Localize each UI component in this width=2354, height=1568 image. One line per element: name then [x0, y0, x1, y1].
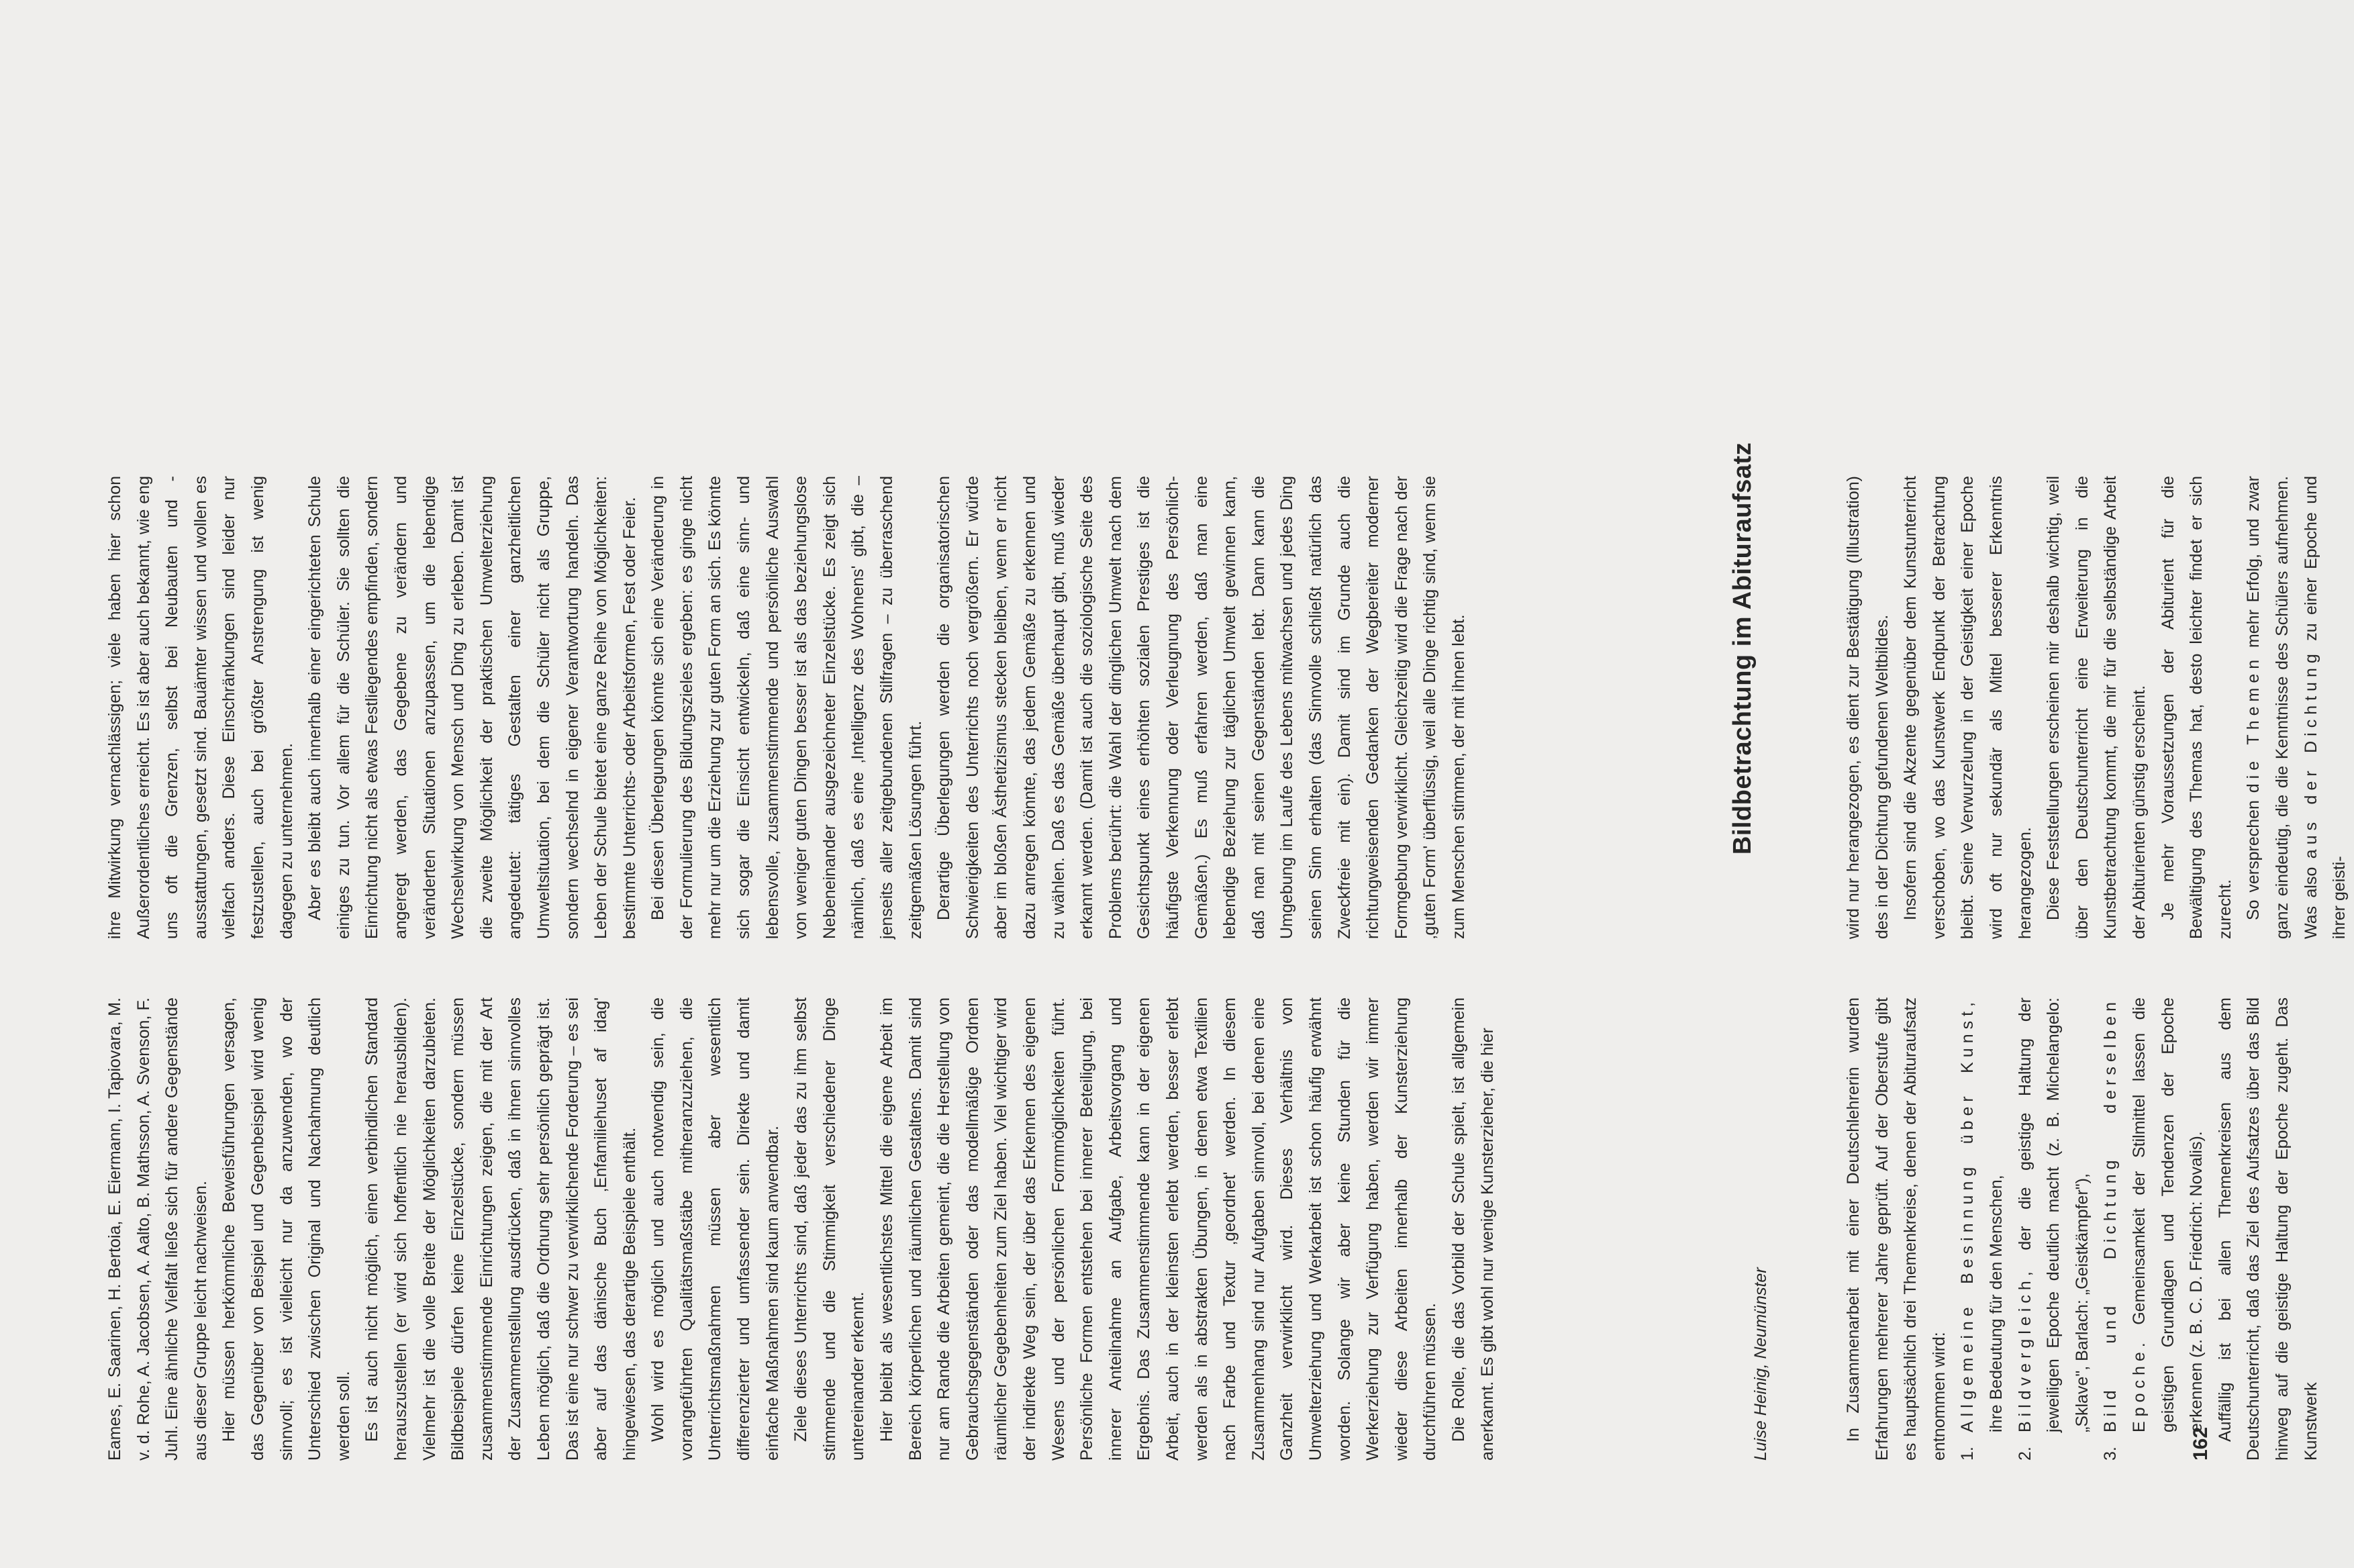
text-run-spaced: aus der Dichtung	[2301, 649, 2320, 859]
paragraph: Die Rolle, die das Vorbild der Schule spielt, ist allgemein anerkannt. Es gibt wohl nur wenige Kunsterzieher, die hier	[1449, 997, 1497, 1461]
paragraph: Wohl wird es möglich und auch notwendig sein, die vorangeführten Qualitätsmaßstäbe mitheranzuziehen, die Unterrichtsmaßnahmen müssen aber wesentlich differenzierter und umfassender sein. Direkte und damit einfache Maßnahmen sind kaum anwendbar.	[648, 997, 782, 1461]
text-run: So versprechen	[2244, 793, 2263, 920]
paragraph: wird nur herangezogen, es dient zur Bestätigung (Illustration) des in der Dichtung gefundenen Weltbildes.	[1844, 476, 1892, 939]
paragraph: Auffällig ist bei allen Themenkreisen aus dem Deutschunterricht, daß das Ziel des Aufsatzes über das Bild hinweg auf die geistige Haltung der Epoche zugeht. Das Kunstwerk	[2215, 997, 2320, 1461]
paragraph	[2239, 476, 2353, 939]
article-title: Bildbetrachtung im Abituraufsatz	[1728, 442, 1757, 855]
text-run: zu einer Epoche und ihrer geisti-	[2301, 476, 2349, 939]
text-run: mehr Erfolg, und zwar ganz eindeutig, die die Kenntnisse des Schülers aufnehmen. Was also	[2244, 475, 2320, 939]
list-number: 1.	[1958, 1447, 1977, 1461]
column-bottom-right	[1839, 475, 2349, 939]
paragraph: ihre Mitwirkung vernachlässigen; viele haben hier schon Außerordentliches erreicht. Es ist aber auch bekannt, wie eng uns oft die Grenzen, selbst bei Neubauten und -ausstattungen, gesetzt sind. Bauämter wissen und wollen es vielfach anders. Diese Einschränkungen sind leider nur festzustellen, auch bei größter Anstrengung ist wenig dagegen zu unternehmen.	[105, 476, 296, 939]
paragraph: Insofern sind die Akzente gegenüber dem Kunstunterricht verschoben, wo das Kunstwerk Endpunkt der Betrachtung bleibt. Seine Verwurzelung in der Geistigkeit einer Epoche wird oft nur sekundär als Mittel besserer Erkenntnis herangezogen.	[1901, 476, 2034, 939]
list-item	[1953, 997, 2010, 1461]
list-number: 3.	[2101, 1447, 2120, 1461]
list-item	[2011, 997, 2097, 1461]
text-run-spaced: die Themen	[2244, 654, 2263, 793]
paragraph: Hier bleibt als wesentlichstes Mittel die eigene Arbeit im Bereich körperlichen und räumlichen Gestaltens. Damit sind nur am Rande die Arbeiten gemeint, die die Herstellung von Gebrauchsgegenständen oder das modellmäßige Ordnen räumlicher Gegebenheiten zum Ziel haben. Viel wichtiger wird der indirekte Weg sein, der über das Erkennen des eigenen Wesens und der persönlichen Formmöglichkeiten führt. Persönliche Formen entstehen bei innerer Beteiligung, bei innerer Anteilnahme an Aufgabe, Arbeitsvorgang und Ergebnis. Das Zusammenstimmende kann in der eigenen Arbeit, auch in der kleinsten erlebt werden, besser erlebt werden als in abstrakten Übungen, in denen etwa Textilien nach Farbe und Textur ‚geordnet' werden. In diesem Zusammenhang sind nur Aufgaben sinnvoll, bei denen eine Ganzheit verwirklicht wird. Dieses Verhältnis von Umwelterziehung und Werkarbeit ist schon häufig erwähnt worden. Solange wir aber keine Stunden für die Werkerziehung zur Verfügung haben, werden wir immer wieder diese Arbeiten innerhalb der Kunsterziehung durchführen müssen.	[877, 997, 1440, 1461]
page-number: 162	[2190, 1426, 2212, 1461]
list-number: 2.	[2015, 1447, 2034, 1461]
list-keyword: Bildvergleich,	[2015, 1267, 2034, 1432]
paragraph: Diese Feststellungen erscheinen mir deshalb wichtig, weil über den Deutschunterricht eine Erweiterung in die Kunstbetrachtung kommt, die mir für die selbständige Arbeit der Abiturienten günstig erscheint.	[2044, 476, 2149, 939]
column-top-left	[101, 997, 1638, 1461]
list-text: der die geistige Haltung der jeweiligen Epoche deutlich macht (z. B. Michelangelo: „Sklave", Barlach: „Geistkämpfer"),	[2015, 997, 2092, 1432]
paragraph: Eames, E. Saarinen, H. Bertoia, E. Eiermann, I. Tapiovara, M. v. d. Rohe, A. Jacobsen, A. Aalto, B. Mathsson, A. Svenson, F. Juhl. Eine ähnliche Vielfalt ließe sich für andere Gegenstände aus dieser Gruppe leicht nachweisen.	[105, 997, 210, 1461]
paragraph: Ziele dieses Unterrichts sind, daß jeder das zu ihm selbst stimmende und die Stimmigkeit verschiedener Dinge untereinander erkennt.	[791, 997, 868, 1461]
list-keyword: Allgemeine Besinnung über Kunst,	[1958, 997, 1977, 1432]
list-item	[2096, 997, 2210, 1461]
article-author: Luise Heinig, Neumünster	[1751, 1267, 1770, 1461]
column-top-right	[101, 476, 1638, 939]
paragraph: Es ist auch nicht möglich, einen verbindlichen Standard herauszustellen (er wird sich hoffentlich nie herausbilden). Vielmehr ist die volle Breite der Möglichkeiten darzubieten. Bildbeispiele dürfen keine Einzelstücke, sondern müssen zusammenstimmende Einrichtungen zeigen, die mit der Art der Zusammenstellung ausdrücken, daß in ihnen sinnvolles Leben möglich, daß die Ordnung sehr persönlich geprägt ist. Das ist eine nur schwer zu verwirklichende Forderung – es sei aber auf das dänische Buch ‚Enfamiliehuset af idag' hingewiesen, das derartige Beispiele enthält.	[362, 997, 639, 1461]
list-text: ihre Bedeutung für den Menschen,	[1986, 1175, 2006, 1432]
paragraph: Hier müssen herkömmliche Beweisführungen versagen, das Gegenüber von Beispiel und Gegenbeispiel wird wenig sinnvoll; es ist vielleicht nur da anzuwenden, wo der Unterschied zwischen Original und Nachahmung deutlich werden soll.	[219, 997, 353, 1461]
paragraph: Aber es bleibt auch innerhalb einer eingerichteten Schule einiges zu tun. Vor allem für die Schüler. Sie sollten die Einrichtung nicht als etwas Festliegendes empfinden, sondern angeregt werden, das Gegebene zu verändern und veränderten Situationen anzupassen, um die lebendige Wechselwirkung von Mensch und Ding zu erleben. Damit ist die zweite Möglichkeit der praktischen Umwelterziehung angedeutet: tätiges Gestalten einer ganzheitlichen Umweltsituation, bei dem die Schüler nicht als Gruppe, sondern wechselnd in eigener Verantwortung handeln. Das Leben der Schule bietet eine ganze Reihe von Möglichkeiten: bestimmte Unterrichts- oder Arbeitsformen, Fest oder Feier.	[305, 476, 639, 939]
paragraph: In Zusammenarbeit mit einer Deutschlehrerin wurden Erfahrungen mehrerer Jahre geprüft. Auf der Oberstufe gibt es hauptsächlich drei Themenkreise, denen der Abituraufsatz entnommen wird:	[1844, 997, 1949, 1461]
paragraph: Je mehr Voraussetzungen der Abiturient für die Bewältigung des Themas hat, desto leichter findet er sich zurecht.	[2158, 476, 2235, 939]
paragraph: Bei diesen Überlegungen könnte sich eine Veränderung in der Formulierung des Bildungszieles ergeben: es ginge nicht mehr nur um die Erziehung zur guten Form an sich. Es könnte sich sogar die Einsicht entwickeln, daß eine sinn- und lebensvolle, zusammenstimmende und persönliche Auswahl von weniger guten Dingen besser ist als das beziehungslose Nebeneinander ausgezeichneter Einzelstücke. Es zeigt sich nämlich, daß es eine ‚Intelligenz des Wohnens' gibt, die – jenseits aller zeitgebundenen Stilfragen – zu überraschend zeitgemäßen Lösungen führt.	[648, 476, 925, 939]
paragraph: Derartige Überlegungen werden die organisatorischen Schwierigkeiten des Unterrichts noch vergrößern. Er würde aber im bloßen Ästhetizismus stecken bleiben, wenn er nicht dazu anregen könnte, das jedem Gemäße zu erkennen und zu wählen. Daß es das Gemäße überhaupt gibt, muß wieder erkannt werden. (Damit ist auch die soziologische Seite des Problems berührt: die Wahl der dinglichen Umwelt nach dem Gesichtspunkt eines erhöhten sozialen Prestiges ist die häufigste Verkennung oder Verleugnung des Persönlich-Gemäßen.) Es muß erfahren werden, daß man eine lebendige Beziehung zur täglichen Umwelt gewinnen kann, daß man mit seinen Gegenständen lebt. Dann kann die Umgebung im Laufe des Lebens mitwachsen und jedes Ding seinen Sinn erhalten (das Sinnvolle schließt natürlich das Zweckfreie mit ein). Damit sind im Grunde auch die richtungweisenden Gedanken der Wegbereiter moderner Formgebung verwirklicht. Gleichzeitig wird die Frage nach der ‚guten Form' überflüssig, weil alle Dinge richtig sind, wenn sie zum Menschen stimmen, der mit ihnen lebt.	[934, 476, 1468, 939]
list-keyword: Bild und Dichtung derselben Epoche.	[2101, 997, 2149, 1432]
list-text: Gemeinsamkeit der Stilmittel lassen die geistigen Grundlagen und Tendenzen der Epoche erkennen (z. B. C. D. Friedrich: Novalis).	[2129, 997, 2206, 1432]
